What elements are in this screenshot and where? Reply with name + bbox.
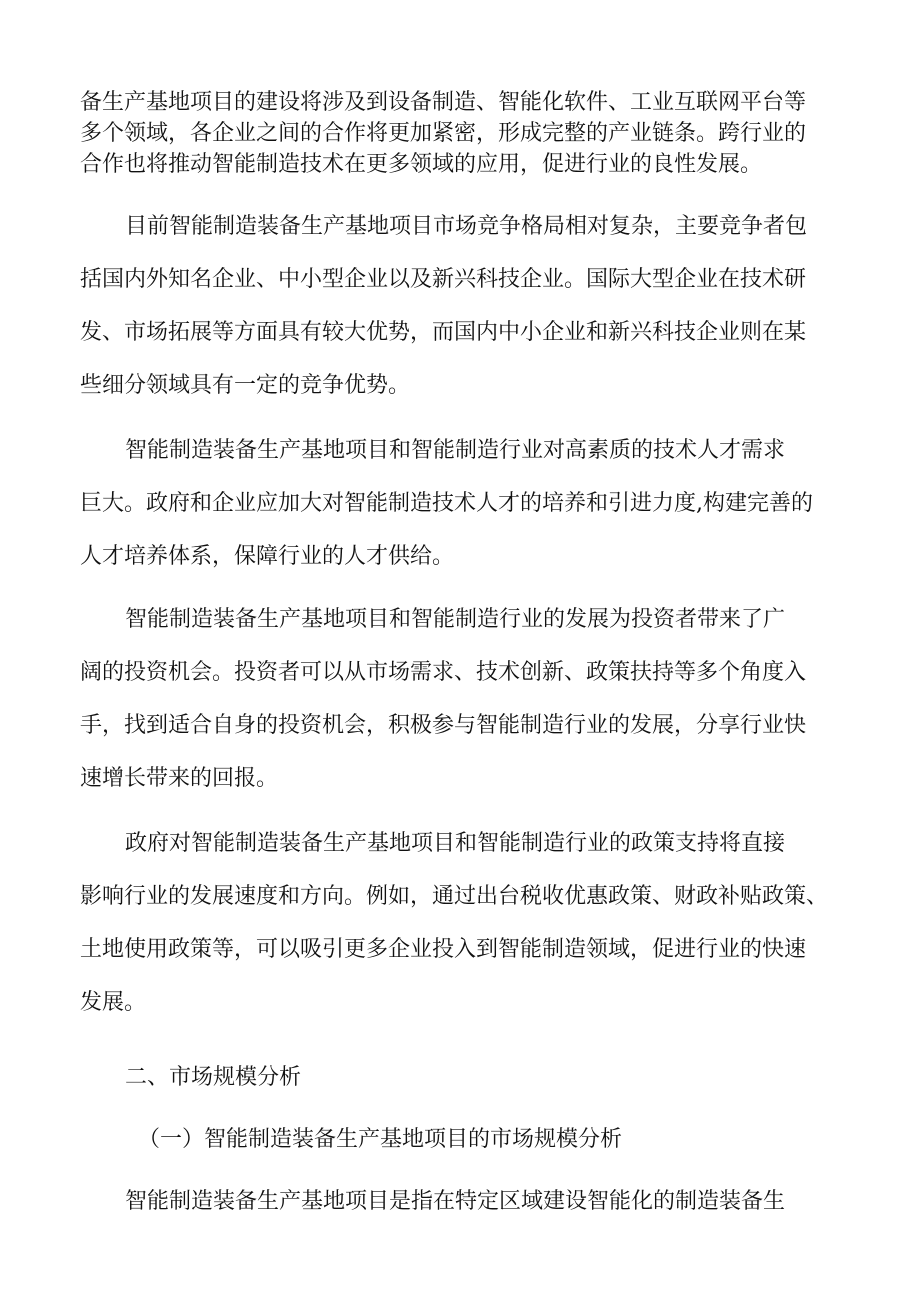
subsection-heading: （一）智能制造装备生产基地项目的市场规模分析 [138, 1127, 623, 1152]
paragraph-line: 智能制造装备生产基地项目和智能制造行业对高素质的技术人才需求 [125, 438, 786, 463]
paragraph-line: 政府对智能制造装备生产基地项目和智能制造行业的政策支持将直接 [125, 831, 786, 856]
paragraph-line: 速增长带来的回报。 [80, 766, 279, 791]
paragraph-line: 备生产基地项目的建设将涉及到设备制造、智能化软件、工业互联网平台等 [80, 90, 807, 115]
paragraph-line: 阔的投资机会。投资者可以从市场需求、技术创新、政策扶持等多个角度入 [80, 660, 807, 685]
paragraph-line: 合作也将推动智能制造技术在更多领域的应用，促进行业的良性发展。 [80, 152, 763, 177]
paragraph-line: 智能制造装备生产基地项目和智能制造行业的发展为投资者带来了广 [125, 607, 786, 632]
paragraph-line: 多个领域，各企业之间的合作将更加紧密，形成完整的产业链条。跨行业的 [80, 121, 807, 146]
paragraph-line: 括国内外知名企业、中小型企业以及新兴科技企业。国际大型企业在技术研 [80, 267, 807, 292]
paragraph-line: 影响行业的发展速度和方向。例如，通过出台税收优惠政策、财政补贴政策、 [80, 884, 829, 909]
paragraph-line: 土地使用政策等，可以吸引更多企业投入到智能制造领域，促进行业的快速 [80, 937, 807, 962]
paragraph-line: 发展。 [80, 990, 147, 1015]
paragraph-line: 手，找到适合自身的投资机会，积极参与智能制造行业的发展，分享行业快 [80, 713, 807, 738]
paragraph-line: 目前智能制造装备生产基地项目市场竞争格局相对复杂，主要竞争者包 [125, 214, 808, 239]
paragraph-line: 巨大。政府和企业应加大对智能制造技术人才的培养和引进力度,构建完善的 [80, 491, 813, 516]
paragraph-line: 发、市场拓展等方面具有较大优势，而国内中小企业和新兴科技企业则在某 [80, 320, 807, 345]
paragraph-line: 人才培养体系，保障行业的人才供给。 [80, 544, 455, 569]
section-heading: 二、市场规模分析 [125, 1065, 302, 1090]
paragraph-line: 智能制造装备生产基地项目是指在特定区域建设智能化的制造装备生 [125, 1189, 786, 1214]
paragraph-line: 些细分领域具有一定的竞争优势。 [80, 373, 411, 398]
